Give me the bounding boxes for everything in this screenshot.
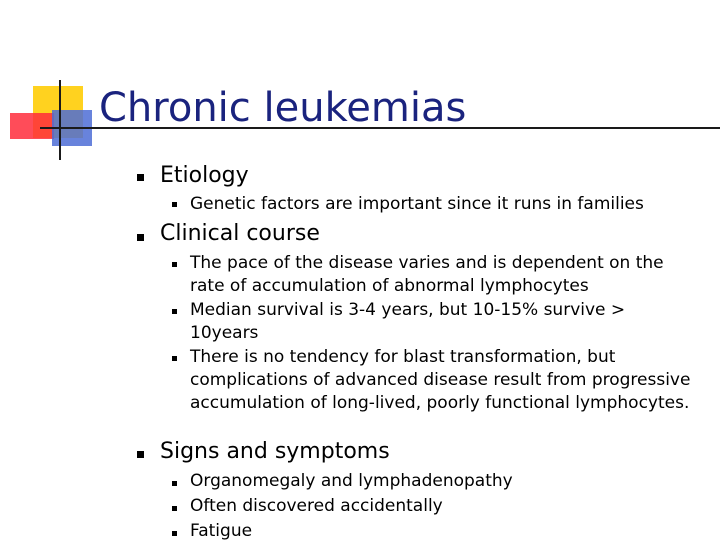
level2-bullet [172,309,177,314]
level1-bullet [137,234,144,241]
level2-bullet [172,356,177,361]
level2-bullet [172,262,177,267]
list-item: Organomegaly and lymphadenopathy [190,471,513,491]
level2-bullet [172,531,177,536]
level1-bullet [137,451,144,458]
level2-bullet [172,481,177,486]
decor-red-square [10,113,54,139]
decor-vertical-line [59,80,61,160]
list-item: Genetic factors are important since it runs in families [190,194,644,214]
list-item: Fatigue [190,521,253,541]
level2-bullet [172,202,177,207]
section-heading-clinical-course: Clinical course [160,221,320,246]
list-item: The pace of the disease varies and is dependent on the rate of accumulation of abnormal lymphocytes [190,253,664,296]
slide-title: Chronic leukemias [99,85,467,131]
section-heading-etiology: Etiology [160,163,249,188]
list-item: Often discovered accidentally [190,496,443,516]
list-item: Median survival is 3-4 years, but 10-15% survive > 10years [190,300,626,343]
section-heading-signs-and-symptoms: Signs and symptoms [160,439,390,464]
level2-bullet [172,506,177,511]
list-item: There is no tendency for blast transformation, but complications of advanced disease result from progressive accumulation of long-lived, poorly functional lymphocytes. [190,347,691,413]
level1-bullet [137,174,144,181]
